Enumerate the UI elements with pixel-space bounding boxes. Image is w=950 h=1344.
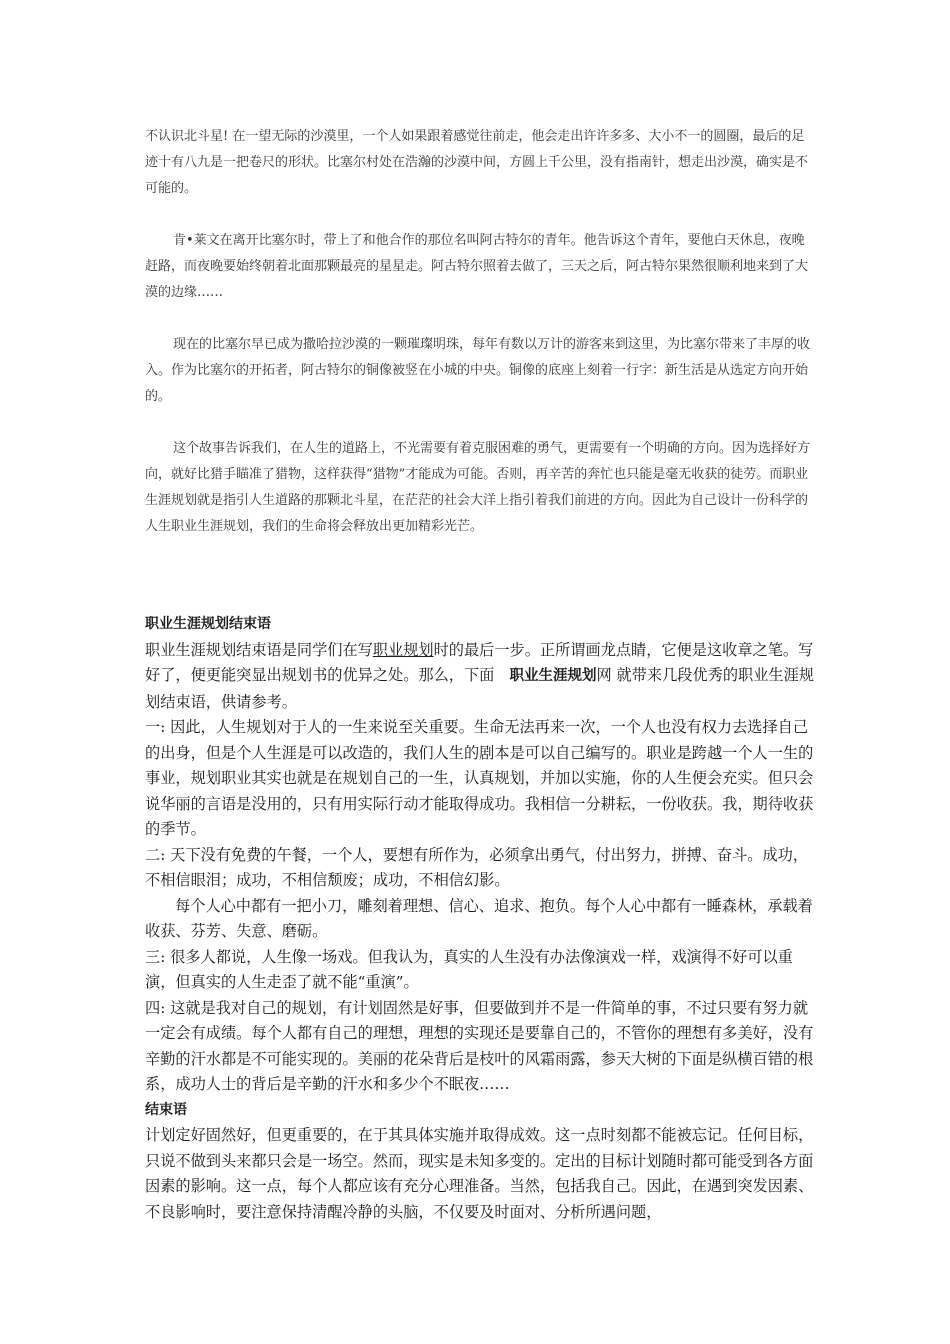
story-paragraph-1: 不认识北斗星! 在一望无际的沙漠里，一个人如果跟着感觉往前走，他会走出许许多多、大小不一的圆圈，最后的足迹十有八九是一把卷尺的形状。比塞尔村处在浩瀚的沙漠中间，方圆上千公里，没有指南针，想走出沙漠，确实是不可能的。 xyxy=(145,129,809,196)
conclusion-section xyxy=(145,612,817,1225)
story-paragraph-4: 这个故事告诉我们，在人生的道路上，不光需要有着克服困难的勇气，更需要有一个明确的方向。因为选择好方向，就好比猎手瞄准了猎物，这样获得“猎物”才能成为可能。否则，再辛苦的奔忙也只能是毫无收获的徒劳。而职业生涯规划就是指引人生道路的那颗北斗星，在茫茫的社会大洋上指引着我们前进的方向。因此为自己设计一份科学的人生职业生涯规划，我们的生命将会释放出更加精彩光芒。 xyxy=(145,441,811,534)
intro-text-c: 网 就带来几段优秀的职业生涯规划结束语，供请参考。 xyxy=(145,666,814,711)
site-name: 职业生涯规划 xyxy=(509,668,597,684)
item-3: 三: 很多人都说，人生像一场戏。但我认为，真实的人生没有办法像演戏一样，戏演得不好可以重演，但真实的人生走歪了就不能“重演”。 xyxy=(145,947,793,991)
intro-text-b: 时的最后一步。正所谓画龙点睛，它便是这收章之笔。写好了，便更能突显出规划书的优异之处。那么，下面 xyxy=(145,640,814,684)
story-section xyxy=(145,124,813,540)
story-paragraph-3: 现在的比塞尔早已成为撒哈拉沙漠的一颗璀璨明珠，每年有数以万计的游客来到这里，为比塞尔带来了丰厚的收入。作为比塞尔的开拓者，阿古特尔的铜像被竖在小城的中央。铜像的底座上刻着一行字：新生活是从选定方向开始的。 xyxy=(145,337,811,404)
closing-heading: 结束语 xyxy=(145,1101,187,1118)
intro-text-a: 职业生涯规划结束语是同学们在写 xyxy=(145,640,373,659)
career-plan-link[interactable]: 职业规划 xyxy=(372,640,434,659)
item-4: 四: 这就是我对自己的规划，有计划固然是好事，但要做到并不是一件简单的事，不过只要有努力就一定会有成绩。每个人都有自己的理想，理想的实现还是要靠自己的，不管你的理想有多美好，没有辛勤的汗水都是不可能实现的。美丽的花朵背后是枝叶的风霜雨露，参天大树的下面是纵横百错的根系，成功人士的背后是辛勤的汗水和多少个不眠夜…… xyxy=(145,998,814,1093)
section-heading: 职业生涯规划结束语 xyxy=(145,616,271,632)
item-1: 一: 因此，人生规划对于人的一生来说至关重要。生命无法再来一次，一个人也没有权力去选择自己的出身，但是个人生涯是可以改造的，我们人生的剧本是可以自己编写的。职业是跨越一个人一生的事业，规划职业其实也就是在规划自己的一生，认真规划，并加以实施，你的人生便会充实。但只会说华丽的言语是没用的，只有用实际行动才能取得成功。我相信一分耕耘，一份收获。我，期待收获的季节。 xyxy=(145,718,814,838)
closing-paragraph: 计划定好固然好，但更重要的，在于其具体实施并取得成效。这一点时刻都不能被忘记。任何目标，只说不做到头来都只会是一场空。然而，现实是未知多变的。定出的目标计划随时都可能受到各方面因素的影响。这一点，每个人都应该有充分心理准备。当然，包括我自己。因此，在遇到突发因素、不良影响时，要注意保持清醒冷静的头脑，不仅要及时面对、分析所遇问题， xyxy=(145,1126,814,1221)
story-paragraph-2: 肯•莱文在离开比塞尔时，带上了和他合作的那位名叫阿古特尔的青年。他告诉这个青年，要他白天休息，夜晚赶路，而夜晚要始终朝着北面那颗最亮的星星走。阿古特尔照着去做了，三天之后，阿古特尔果然很顺利地来到了大漠的边缘…… xyxy=(145,233,809,300)
intro-paragraph xyxy=(145,638,817,716)
item-2-continued: 每个人心中都有一把小刀，雕刻着理想、信心、追求、抱负。每个人心中都有一睡森林，承载着收获、芬芳、失意、磨砺。 xyxy=(145,896,813,940)
item-2: 二: 天下没有免费的午餐，一个人，要想有所作为，必须拿出勇气，付出努力，拼搏、奋斗。成功，不相信眼泪；成功，不相信颓废；成功，不相信幻影。 xyxy=(145,845,809,889)
